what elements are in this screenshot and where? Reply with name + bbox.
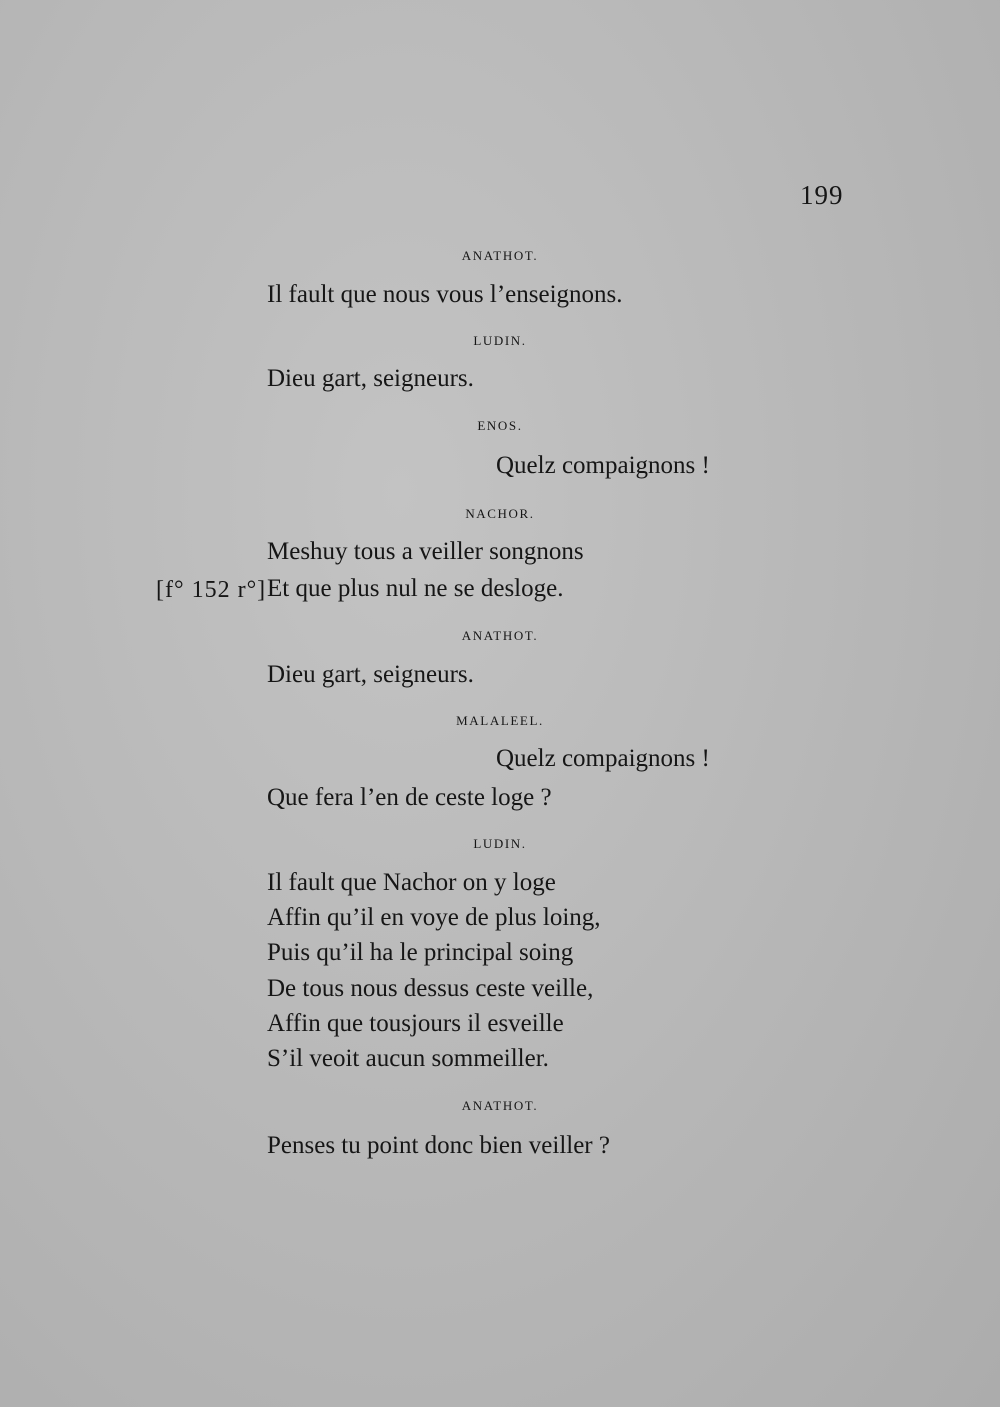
- verse-line: Meshuy tous a veiller songnons: [267, 538, 584, 565]
- verse-line: De tous nous dessus ceste veille,: [267, 975, 594, 1002]
- speaker-name: LUDIN.: [473, 836, 527, 851]
- folio-marker: [f° 152 r°]: [156, 577, 267, 603]
- speaker-name: MALALEEL.: [456, 713, 544, 728]
- speaker-name: NACHOR.: [465, 506, 535, 521]
- page-number: 199: [800, 180, 844, 210]
- speaker-name: LUDIN.: [473, 333, 527, 348]
- verse-line: Il fault que Nachor on y loge: [267, 869, 556, 896]
- verse-line: Et que plus nul ne se desloge.: [267, 575, 564, 602]
- verse-line: Quelz compaignons !: [496, 452, 710, 479]
- speaker-name: ENOS.: [477, 418, 523, 433]
- verse-line: Dieu gart, seigneurs.: [267, 661, 474, 688]
- verse-line: Que fera l’en de ceste loge ?: [267, 784, 552, 811]
- verse-line: Il fault que nous vous l’enseignons.: [267, 281, 623, 308]
- verse-line: Affin qu’il en voye de plus loing,: [267, 904, 601, 931]
- verse-line: Puis qu’il ha le principal soing: [267, 939, 574, 966]
- verse-line: Affin que tousjours il esveille: [267, 1010, 564, 1037]
- speaker-name: ANATHOT.: [461, 1098, 539, 1113]
- speaker-name: ANATHOT.: [461, 248, 539, 263]
- speaker-name: ANATHOT.: [461, 628, 539, 643]
- verse-line: Penses tu point donc bien veiller ?: [267, 1132, 610, 1159]
- verse-line: S’il veoit aucun sommeiller.: [267, 1045, 549, 1072]
- verse-line: Dieu gart, seigneurs.: [267, 365, 474, 392]
- verse-line: Quelz compaignons !: [496, 745, 710, 772]
